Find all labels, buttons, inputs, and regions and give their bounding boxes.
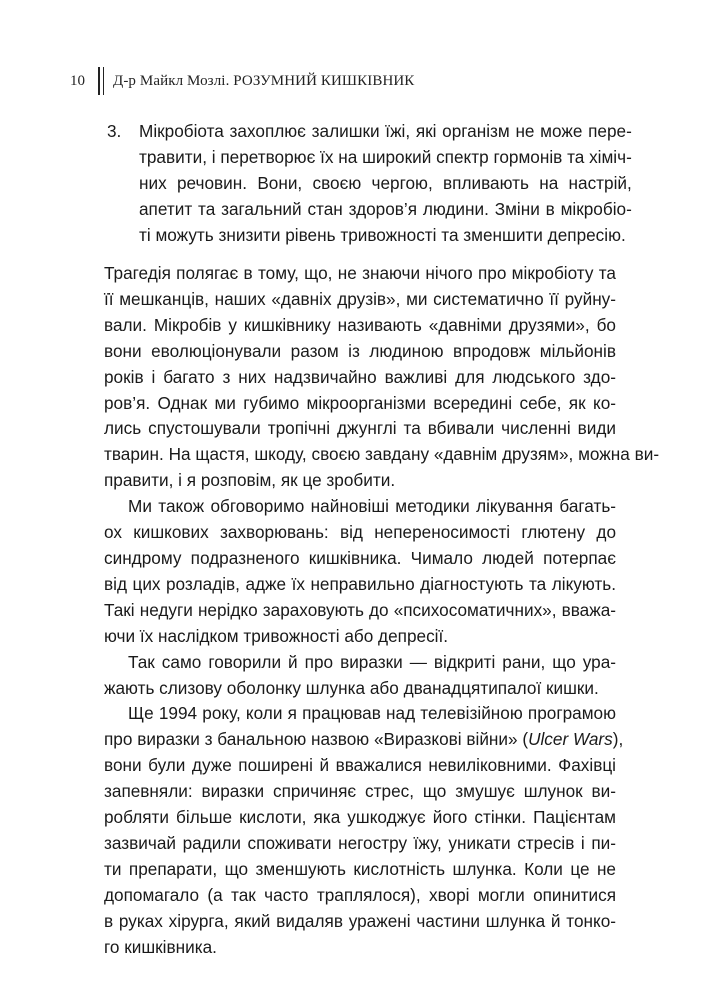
text-line: апетит та загальний стан здоров’я людини. Зміни в мікробіо- <box>139 199 632 219</box>
text-line: від цих розладів, адже їх неправильно діагностують та лікують. <box>104 573 616 594</box>
text-line: го кишківника. <box>104 936 217 957</box>
text-line: Мікробіота захоплює залишки їжі, які організм не може пере- <box>139 121 632 141</box>
text-line: її мешканців, наших «давніх друзів», ми систематично її руйну- <box>104 288 616 309</box>
text-line: них речовин. Вони, своєю чергою, впливають на настрій, <box>139 173 632 193</box>
text-line: Так само говорили й про виразки — відкриті рани, що ура- <box>128 651 616 672</box>
header-rule <box>103 67 105 95</box>
running-title: Д-р Майкл Мозлі. РОЗУМНИЙ КИШКІВНИК <box>113 72 415 89</box>
body-text <box>104 261 660 960</box>
paragraph <box>104 494 616 649</box>
list-item <box>107 118 632 248</box>
text-line: вали. Мікробів у кишківнику називають «давніми друзями», бо <box>104 314 616 335</box>
text-line: Ми також обговоримо найновіші методики лікування багать- <box>128 496 616 517</box>
list-marker: 3. <box>107 121 122 141</box>
header-divider <box>98 67 104 95</box>
running-header <box>70 67 414 95</box>
text-line: ти препарати, що зменшують кислотність шлунка. Коли це не <box>104 858 616 879</box>
text-segment: ), <box>612 729 624 750</box>
text-line: лись спустошували тропічні джунглі та вбивали численні види <box>104 418 616 439</box>
text-line: ров’я. Однак ми губимо мікроорганізми всередині себе, як ко- <box>104 392 616 413</box>
text-line: правити, і я розповім, як це зробити. <box>104 470 396 491</box>
paragraph <box>104 650 616 702</box>
text-line: Трагедія полягає в тому, що, не знаючи нічого про мікробіоту та <box>104 263 616 283</box>
text-line: років і багато з них надзвичайно важливі для людського здо- <box>104 366 616 387</box>
numbered-list <box>107 118 632 248</box>
text-line: жають слизову оболонку шлунка або дванадцятипалої кишки. <box>104 677 599 698</box>
paragraph <box>104 261 660 494</box>
text-line <box>104 727 624 753</box>
list-item-text <box>139 118 632 248</box>
text-line: ті можуть знизити рівень тривожності та зменшити депресію. <box>139 225 626 245</box>
text-line: зазвичай радили споживати негостру їжу, уникати стресів і пи- <box>104 832 616 853</box>
text-line: Такі недуги нерідко зараховують до «психосоматичних», вважа- <box>104 599 616 620</box>
text-line: допомагало (а так часто траплялося), хворі могли опинитися <box>104 884 616 905</box>
header-rule <box>98 67 100 95</box>
page-number: 10 <box>70 72 85 89</box>
text-line: ючи їх наслідком тривожності або депресії. <box>104 625 449 646</box>
text-line: Ще 1994 року, коли я працював над телевізійною програмою <box>128 703 616 724</box>
text-line: вони еволюціонували разом із людиною впродовж мільйонів <box>104 340 616 361</box>
text-line: ох кишкових захворювань: від непереносимості глютену до <box>104 522 616 543</box>
text-line: запевняли: виразки спричиняє стрес, що змушує шлунок ви- <box>104 781 616 802</box>
paragraph <box>104 701 624 960</box>
text-line: в руках хірурга, який видаляв уражені частини шлунка й тонко- <box>104 910 616 931</box>
text-segment: про виразки з банальною назвою «Виразкові війни» ( <box>104 729 529 750</box>
text-line: травити, і перетворює їх на широкий спектр гормонів та хіміч- <box>139 147 632 167</box>
italic-title: Ulcer Wars <box>528 729 613 750</box>
text-line: робляти більше кислоти, яка ушкоджує його стінки. Пацієнтам <box>104 807 616 828</box>
text-line: тварин. На щастя, шкоду, своєю завдану «давнім друзям», можна ви- <box>104 444 660 465</box>
text-line: вони були дуже поширені й вважалися невиліковними. Фахівці <box>104 755 616 776</box>
text-line: синдрому подразненого кишківника. Чимало людей потерпає <box>104 547 616 568</box>
